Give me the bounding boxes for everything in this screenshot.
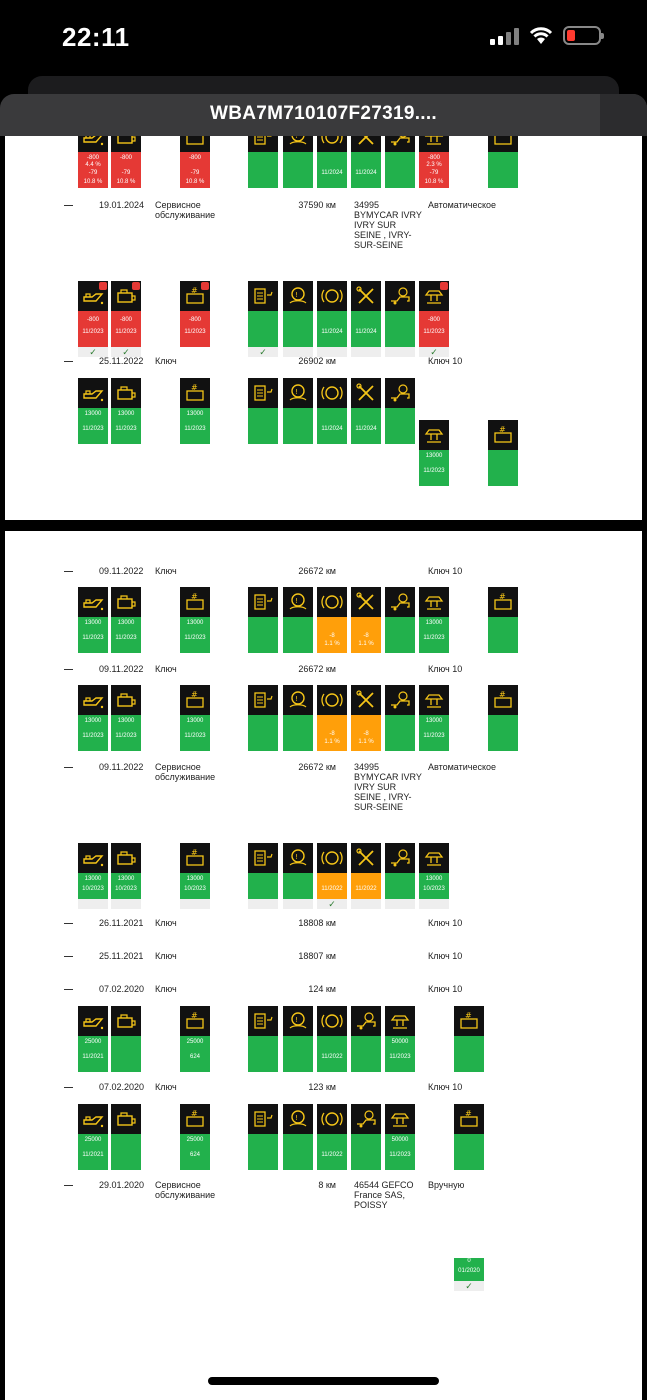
oil-service-tile[interactable]: -800 11/2023 xyxy=(78,281,108,347)
microfilter-icon xyxy=(252,1108,274,1130)
oil-service-tile[interactable]: 25000 11/2021 xyxy=(78,1006,108,1072)
brake-fluid-tile[interactable] xyxy=(283,1006,313,1072)
engine-oil-tile[interactable]: -800 11/2023 xyxy=(111,281,141,347)
check-mark: ✓ xyxy=(317,899,347,909)
spark-plug-tile[interactable]: 13000 11/2023 xyxy=(180,587,210,653)
brake-tile[interactable]: 11/2024 xyxy=(317,136,347,188)
brake-fluid-tile[interactable] xyxy=(283,1104,313,1170)
car-lift-icon xyxy=(423,847,445,869)
oil-can-icon xyxy=(82,1108,104,1130)
engine-oil-icon xyxy=(115,689,137,711)
collapse-icon[interactable] xyxy=(64,956,73,957)
oil-can-icon xyxy=(82,382,104,404)
collapse-icon[interactable] xyxy=(64,571,73,572)
oil-can-icon xyxy=(82,689,104,711)
spark-plug-tile[interactable]: 13000 11/2023 xyxy=(180,685,210,751)
brake-icon xyxy=(321,285,343,307)
service-record-row[interactable]: 25.11.2021 Ключ 18807 км Ключ 10 xyxy=(64,951,624,965)
engine-oil-tile[interactable]: 13000 10/2023 xyxy=(111,843,141,909)
brake-fluid-icon xyxy=(287,591,309,613)
warning-icon xyxy=(201,282,209,290)
spark-plug-icon xyxy=(492,136,514,148)
engine-oil-icon xyxy=(115,847,137,869)
brake-fluid-icon xyxy=(287,1010,309,1032)
brake-tile[interactable]: -8 1.1 % xyxy=(317,587,347,653)
car-lift-icon xyxy=(423,136,445,148)
car-lift-tile[interactable]: 50000 11/2023 xyxy=(385,1104,415,1170)
service-record-row[interactable]: 07.02.2020 Ключ 123 км Ключ 10 xyxy=(64,1082,624,1096)
service-record-row[interactable]: 25.11.2022 Ключ 26902 км Ключ 10 xyxy=(64,356,624,370)
spark-plug-tile-2[interactable] xyxy=(454,1104,484,1170)
microfilter-icon xyxy=(252,1010,274,1032)
car-lift-icon xyxy=(423,591,445,613)
check-mark: ✓ xyxy=(78,347,108,357)
car-lift-icon xyxy=(423,424,445,446)
service-record-row[interactable]: 29.01.2020 Сервисное обслуживание 8 км 46544 GEFCO France SAS, POISSY Вручную xyxy=(64,1180,624,1220)
engine-oil-tile[interactable]: -800 -79 10.8 % xyxy=(111,136,141,188)
service-record-row[interactable]: 09.11.2022 Ключ 26672 км Ключ 10 xyxy=(64,664,624,678)
vehicle-check-tile[interactable] xyxy=(385,281,415,347)
wifi-icon xyxy=(528,25,554,45)
brake-tile[interactable]: 11/2022 xyxy=(317,1104,347,1170)
service-tools-icon xyxy=(355,591,377,613)
oil-service-tile[interactable]: 13000 11/2023 xyxy=(78,685,108,751)
microfilter-icon xyxy=(252,136,274,148)
brake-tile[interactable]: 11/2022 xyxy=(317,1006,347,1072)
brake-icon xyxy=(321,1010,343,1032)
spark-plug-tile[interactable]: 13000 10/2023 xyxy=(180,843,210,909)
oil-service-tile[interactable]: 25000 11/2021 xyxy=(78,1104,108,1170)
car-lift-icon xyxy=(423,689,445,711)
vehicle-check-icon xyxy=(389,382,411,404)
car-lift-tile[interactable]: 13000 11/2023 xyxy=(419,587,449,653)
oil-can-icon xyxy=(82,847,104,869)
clock: 22:11 xyxy=(62,22,130,52)
status-bar xyxy=(0,0,647,80)
microfilter-tile[interactable] xyxy=(248,281,278,347)
warning-icon xyxy=(99,282,107,290)
microfilter-tile[interactable] xyxy=(248,1104,278,1170)
brake-fluid-icon xyxy=(287,136,309,148)
engine-oil-tile[interactable] xyxy=(111,1104,141,1170)
tools-tile[interactable]: 11/2024 xyxy=(351,378,381,444)
brake-fluid-tile[interactable] xyxy=(283,136,313,188)
collapse-icon[interactable] xyxy=(64,361,73,362)
service-history-panel-2 xyxy=(5,531,642,1258)
microfilter-icon xyxy=(252,382,274,404)
service-tools-icon xyxy=(355,689,377,711)
title-bar xyxy=(0,94,647,136)
battery-icon xyxy=(563,26,601,45)
vehicle-check-icon xyxy=(389,689,411,711)
brake-fluid-icon xyxy=(287,689,309,711)
brake-fluid-tile[interactable] xyxy=(283,281,313,347)
service-tools-icon xyxy=(355,382,377,404)
tools-tile[interactable]: 11/2024 xyxy=(351,136,381,188)
brake-icon xyxy=(321,689,343,711)
car-lift-tile[interactable]: -800 11/2023 xyxy=(419,281,449,347)
collapse-icon[interactable] xyxy=(64,767,73,768)
engine-oil-tile[interactable]: 13000 11/2023 xyxy=(111,587,141,653)
vehicle-check-icon xyxy=(355,1010,377,1032)
vehicle-check-tile[interactable] xyxy=(351,1104,381,1170)
collapse-icon[interactable] xyxy=(64,1185,73,1186)
microfilter-icon xyxy=(252,847,274,869)
page-title: WBA7M710107F27319.... xyxy=(209,103,438,124)
car-lift-tile[interactable]: 13000 11/2023 xyxy=(419,420,449,486)
service-tools-icon xyxy=(355,847,377,869)
spark-plug-icon xyxy=(492,424,514,446)
tools-tile[interactable]: 11/2022 xyxy=(351,843,381,909)
oil-can-icon xyxy=(82,1010,104,1032)
spark-plug-icon xyxy=(184,591,206,613)
oil-can-icon xyxy=(82,591,104,613)
vehicle-check-tile[interactable] xyxy=(385,685,415,751)
engine-oil-icon xyxy=(115,1010,137,1032)
spark-plug-tile[interactable]: 25000 624 xyxy=(180,1006,210,1072)
spark-plug-icon xyxy=(492,591,514,613)
vehicle-check-tile[interactable]: 0 01/2020 xyxy=(454,1258,484,1291)
vehicle-check-tile[interactable] xyxy=(385,587,415,653)
oil-service-tile[interactable]: 13000 11/2023 xyxy=(78,378,108,444)
vehicle-check-icon xyxy=(389,847,411,869)
brake-icon xyxy=(321,591,343,613)
vehicle-check-tile[interactable] xyxy=(385,378,415,444)
check-mark: ✓ xyxy=(111,347,141,357)
brake-tile[interactable]: 11/2024 xyxy=(317,378,347,444)
service-history-panel-1 xyxy=(5,136,642,520)
brake-fluid-icon xyxy=(287,285,309,307)
engine-oil-icon xyxy=(115,136,137,148)
spark-plug-tile[interactable]: -800 -79 10.8 % xyxy=(180,136,210,188)
spark-plug-icon xyxy=(492,689,514,711)
collapse-icon[interactable] xyxy=(64,989,73,990)
collapse-icon[interactable] xyxy=(64,1087,73,1088)
brake-tile[interactable]: -8 1.1 % xyxy=(317,685,347,751)
brake-fluid-icon xyxy=(287,1108,309,1130)
oil-service-tile[interactable]: 13000 10/2023 xyxy=(78,843,108,909)
brake-icon xyxy=(321,136,343,148)
service-record-row[interactable]: 07.02.2020 Ключ 124 км Ключ 10 xyxy=(64,984,624,998)
engine-oil-tile[interactable] xyxy=(111,1006,141,1072)
tools-tile[interactable]: -8 1.1 % xyxy=(351,685,381,751)
vehicle-check-icon xyxy=(389,285,411,307)
brake-fluid-icon xyxy=(287,382,309,404)
service-record-row[interactable]: 09.11.2022 Ключ 26672 км Ключ 10 xyxy=(64,566,624,580)
service-tools-icon xyxy=(355,136,377,148)
car-lift-tile[interactable]: 13000 11/2023 xyxy=(419,685,449,751)
service-record-row[interactable]: 26.11.2021 Ключ 18808 км Ключ 10 xyxy=(64,918,624,932)
spark-plug-icon xyxy=(184,1010,206,1032)
brake-fluid-icon xyxy=(287,847,309,869)
warning-icon xyxy=(440,282,448,290)
brake-icon xyxy=(321,1108,343,1130)
tools-tile[interactable]: -8 1.1 % xyxy=(351,587,381,653)
spark-plug-icon xyxy=(458,1010,480,1032)
brake-fluid-tile[interactable] xyxy=(283,587,313,653)
microfilter-icon xyxy=(252,689,274,711)
engine-oil-tile[interactable]: 13000 11/2023 xyxy=(111,378,141,444)
check-mark: ✓ xyxy=(454,1281,484,1291)
brake-tile[interactable]: 11/2022 xyxy=(317,843,347,909)
spark-plug-icon xyxy=(184,689,206,711)
microfilter-tile[interactable] xyxy=(248,685,278,751)
microfilter-tile[interactable] xyxy=(248,1006,278,1072)
spark-plug-icon xyxy=(184,136,206,148)
spark-plug-tile-2[interactable] xyxy=(454,1006,484,1072)
car-lift-icon xyxy=(389,1010,411,1032)
oil-service-tile[interactable]: 13000 11/2023 xyxy=(78,587,108,653)
brake-fluid-tile[interactable] xyxy=(283,378,313,444)
vehicle-check-tile[interactable] xyxy=(351,1006,381,1072)
microfilter-icon xyxy=(252,591,274,613)
car-lift-tile[interactable]: 50000 11/2023 xyxy=(385,1006,415,1072)
car-lift-icon xyxy=(389,1108,411,1130)
vehicle-check-tile[interactable] xyxy=(385,136,415,188)
collapse-icon[interactable] xyxy=(64,923,73,924)
spark-plug-tile[interactable]: 13000 11/2023 xyxy=(180,378,210,444)
spark-plug-icon xyxy=(184,1108,206,1130)
spark-plug-icon xyxy=(184,847,206,869)
brake-fluid-tile[interactable] xyxy=(283,685,313,751)
vehicle-check-icon xyxy=(355,1108,377,1130)
microfilter-tile[interactable] xyxy=(248,378,278,444)
spark-plug-tile-2[interactable] xyxy=(488,685,518,751)
cellular-signal-icon xyxy=(490,27,520,45)
engine-oil-icon xyxy=(115,1108,137,1130)
engine-oil-icon xyxy=(115,591,137,613)
service-record-row[interactable]: 09.11.2022 Сервисное обслуживание 26672 км 34995 BYMYCAR IVRY IVRY SUR SEINE , IVRY-SUR-SEINE Автоматическое xyxy=(64,762,624,832)
tools-tile[interactable]: 11/2024 xyxy=(351,281,381,347)
spark-plug-icon xyxy=(458,1108,480,1130)
microfilter-tile[interactable] xyxy=(248,587,278,653)
check-mark: ✓ xyxy=(419,347,449,357)
spark-plug-icon xyxy=(184,382,206,404)
brake-tile[interactable]: 11/2024 xyxy=(317,281,347,347)
brake-icon xyxy=(321,382,343,404)
microfilter-icon xyxy=(252,285,274,307)
warning-icon xyxy=(132,282,140,290)
oil-service-tile[interactable]: -800 4.4 % -79 10.8 % xyxy=(78,136,108,188)
car-lift-tile[interactable]: 13000 10/2023 xyxy=(419,843,449,909)
home-indicator[interactable] xyxy=(208,1377,439,1385)
microfilter-tile[interactable] xyxy=(248,136,278,188)
spark-plug-tile-2[interactable] xyxy=(488,420,518,486)
service-tools-icon xyxy=(355,285,377,307)
spark-plug-tile-2[interactable] xyxy=(488,136,518,188)
spark-plug-tile-2[interactable] xyxy=(488,587,518,653)
vehicle-check-icon xyxy=(389,136,411,148)
engine-oil-tile[interactable]: 13000 11/2023 xyxy=(111,685,141,751)
collapse-icon[interactable] xyxy=(64,669,73,670)
service-record-row[interactable]: 19.01.2024 Сервисное обслуживание 37590 км 34995 BYMYCAR IVRY IVRY SUR SEINE , IVRY-SUR-SEINE Автоматическое xyxy=(64,200,624,270)
spark-plug-tile[interactable]: -800 11/2023 xyxy=(180,281,210,347)
brake-icon xyxy=(321,847,343,869)
oil-can-icon xyxy=(82,136,104,148)
engine-oil-icon xyxy=(115,382,137,404)
check-mark: ✓ xyxy=(248,347,278,357)
spark-plug-tile[interactable]: 25000 624 xyxy=(180,1104,210,1170)
car-lift-tile[interactable]: -800 2.3 % -79 10.8 % xyxy=(419,136,449,188)
vehicle-check-icon xyxy=(389,591,411,613)
collapse-icon[interactable] xyxy=(64,205,73,206)
